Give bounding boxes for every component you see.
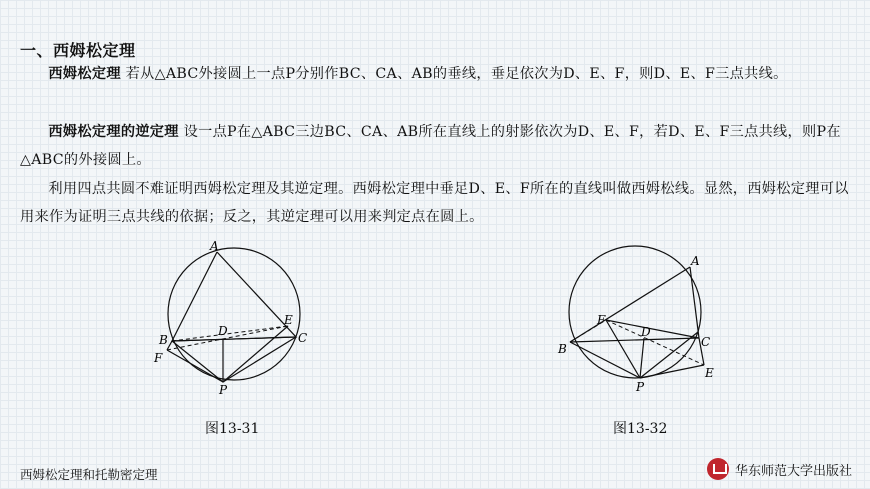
converse-term: 西姆松定理的逆定理	[48, 124, 179, 140]
label-A: A	[691, 254, 700, 268]
figure-caption-1: 图13-31	[205, 421, 260, 437]
label-A: A	[210, 239, 219, 253]
publisher-name: 华东师范大学出版社	[734, 463, 852, 479]
label-E: E	[284, 313, 293, 327]
label-B: B	[558, 342, 567, 356]
label-B: B	[159, 333, 168, 347]
theorem-term: 西姆松定理	[48, 66, 121, 82]
figure-caption-2: 图13-32	[613, 421, 668, 437]
label-F: F	[154, 351, 163, 365]
theorem-body: 若从△ABC外接圆上一点P分别作BC、CA、AB的垂线，垂足依次为D、E、F，则D、E、F三点共线。	[120, 66, 788, 82]
figure-13-32	[556, 236, 726, 396]
label-P: P	[219, 383, 228, 396]
footer-title: 西姆松定理和托勒密定理	[20, 467, 158, 482]
footer-publisher	[707, 458, 852, 480]
converse-paragraph	[20, 118, 852, 174]
label-F: F	[597, 313, 606, 327]
remark-paragraph: 利用四点共圆不难证明西姆松定理及其逆定理。西姆松定理中垂足D、E、F所在的直线叫做西姆松线。显然，西姆松定理可以用来作为证明三点共线的依据；反之，其逆定理可以用来判定点在圆上。	[20, 181, 849, 225]
section-heading: 一、西姆松定理	[20, 41, 136, 60]
publisher-logo-icon	[707, 458, 729, 480]
label-D: D	[218, 324, 228, 338]
label-E: E	[705, 366, 714, 380]
label-C: C	[701, 335, 711, 349]
label-P: P	[636, 380, 645, 394]
label-C: C	[298, 331, 308, 345]
figure-13-31	[148, 236, 308, 396]
label-D: D	[641, 325, 651, 339]
converse-body: 设一点P在△ABC三边BC、CA、AB所在直线上的射影依次为D、E、F，若D、E、F三点共线，则P在△ABC的外接圆上。	[20, 124, 841, 168]
theorem-paragraph	[20, 60, 852, 88]
